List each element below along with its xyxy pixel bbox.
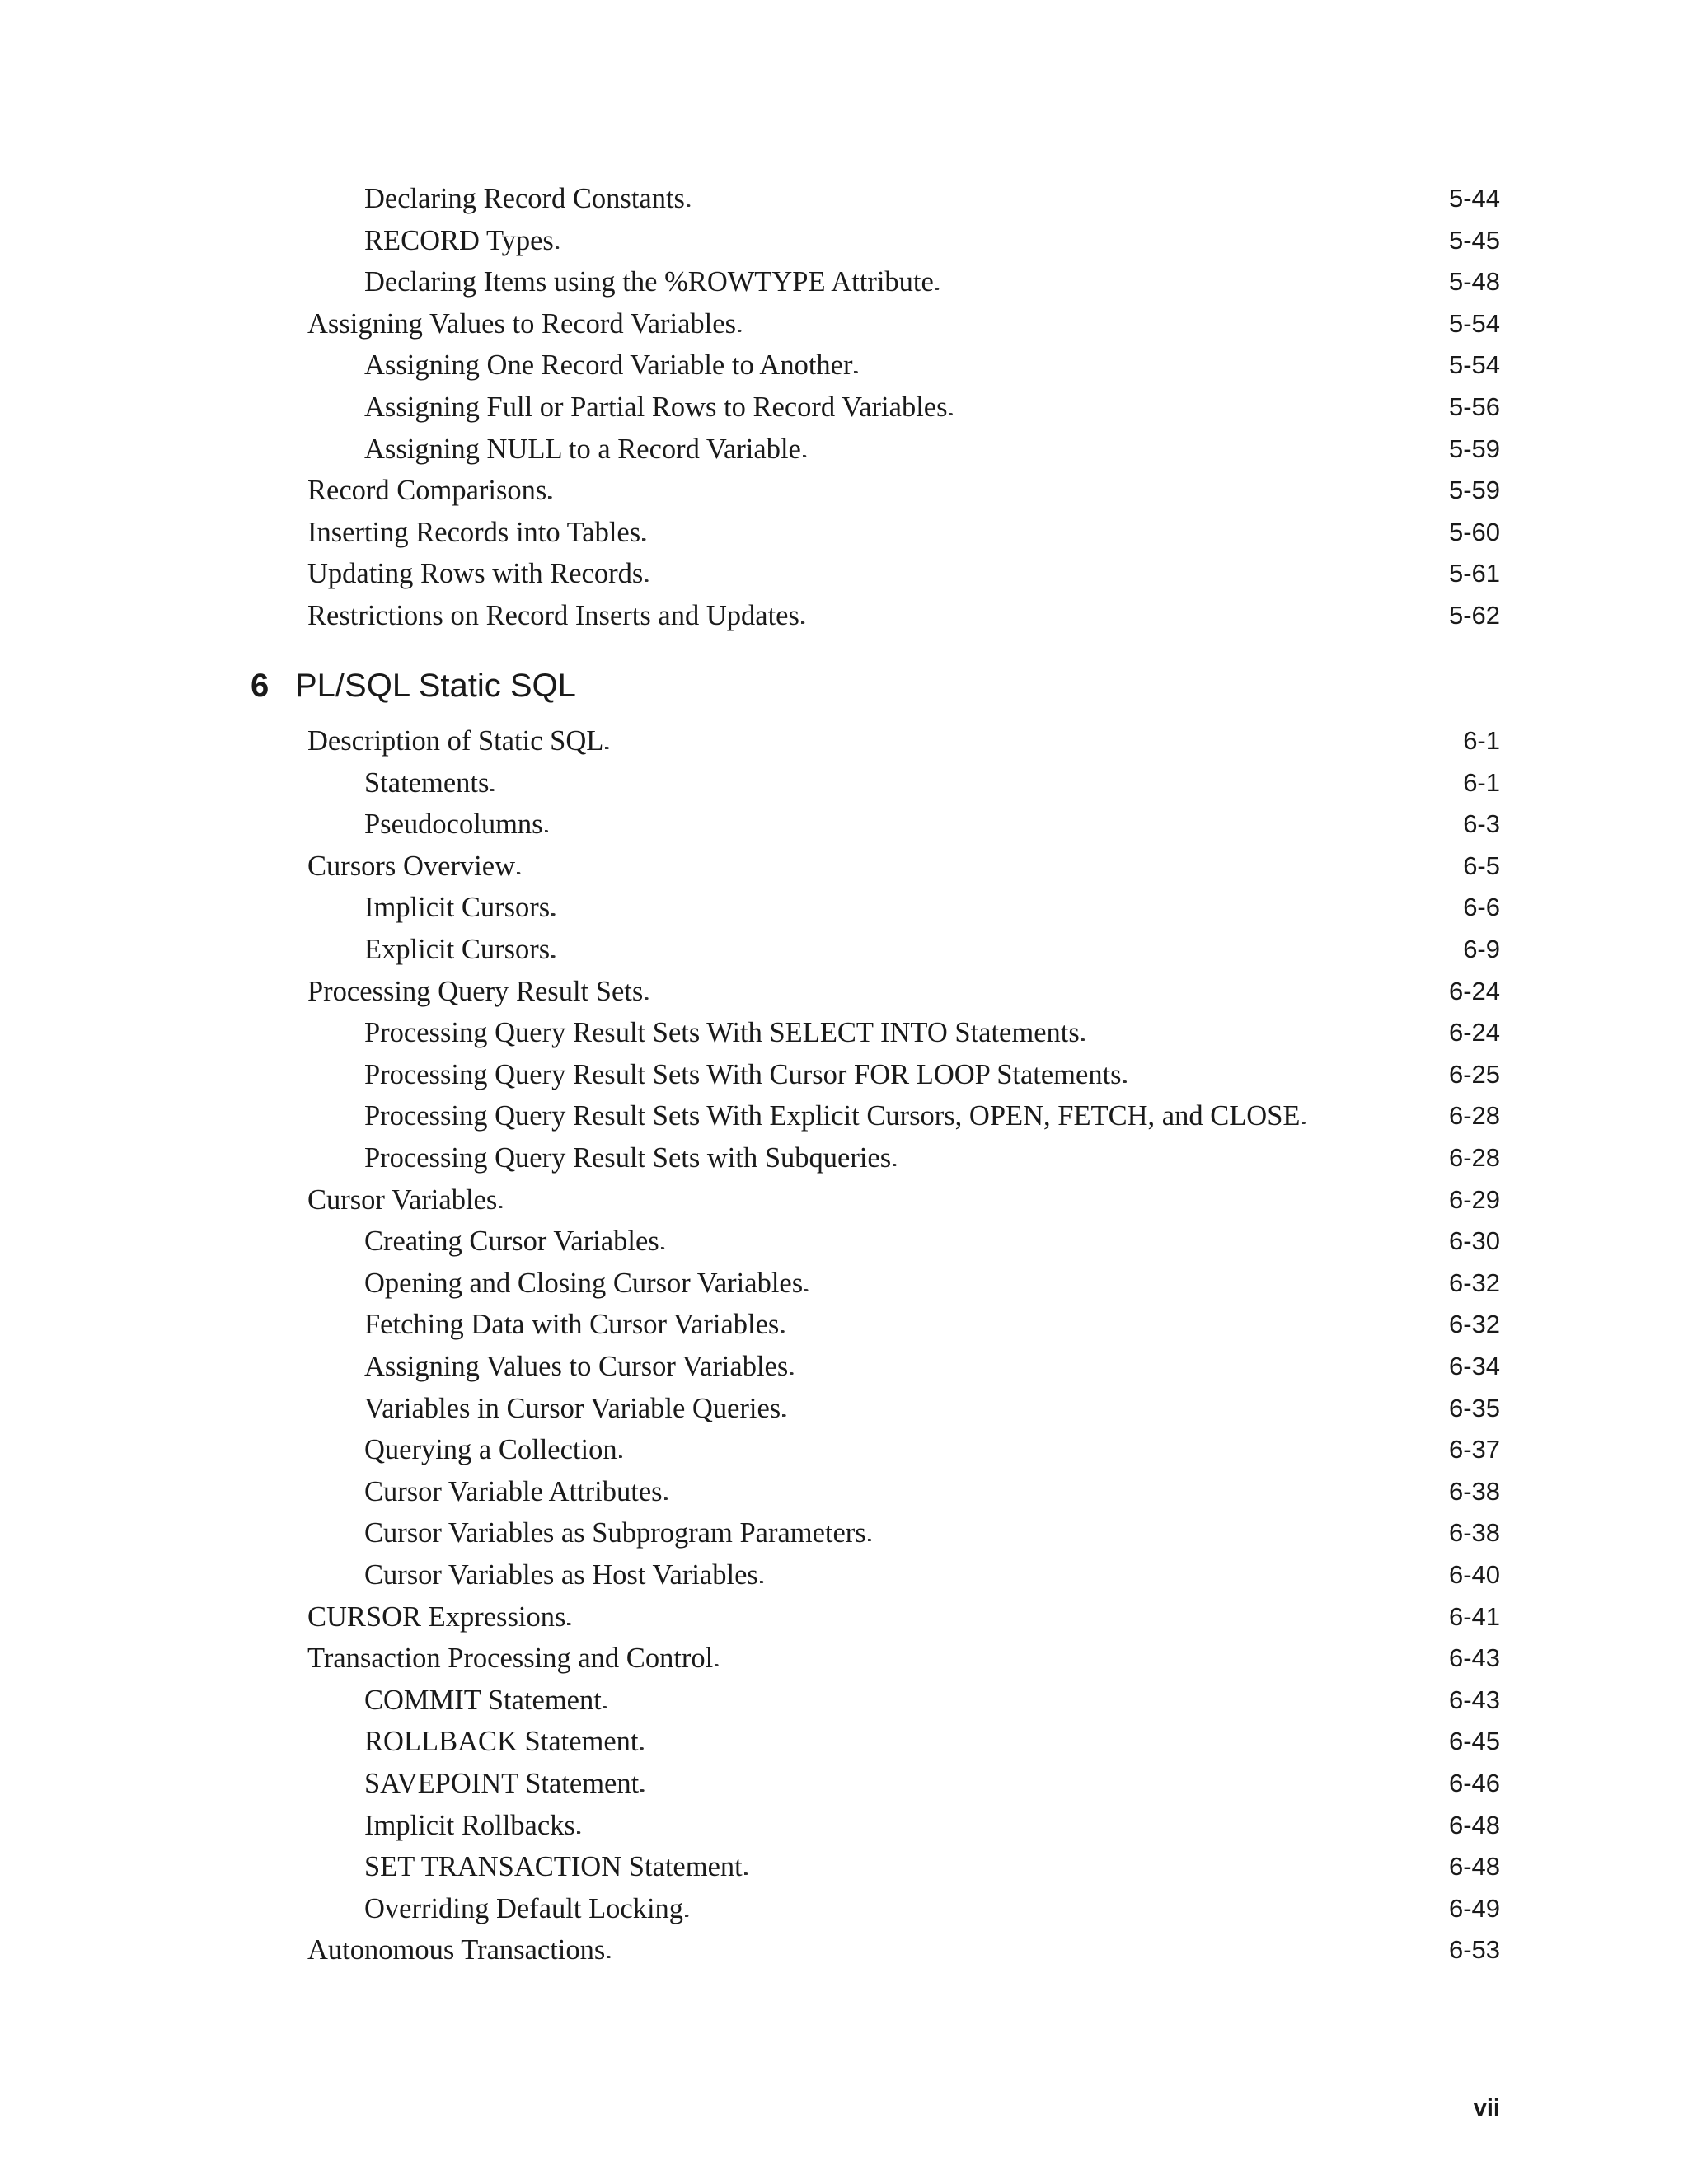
toc-entry-page: 6-34 — [1448, 1352, 1500, 1380]
dot-leader — [551, 887, 1451, 928]
toc-entry-title: Pseudocolumns — [364, 808, 543, 841]
toc-entry-page: 6-28 — [1448, 1143, 1500, 1172]
toc-entry[interactable] — [364, 1429, 1500, 1470]
dot-leader — [935, 261, 1437, 302]
toc-entry-page: 6-40 — [1448, 1560, 1500, 1589]
toc-entry-title: Inserting Records into Tables — [307, 516, 641, 548]
toc-entry-page: 6-30 — [1448, 1226, 1500, 1256]
dot-leader — [640, 1763, 1437, 1804]
dot-leader — [950, 387, 1437, 428]
toc-entry[interactable] — [364, 220, 1500, 261]
toc-entry-page: 5-54 — [1448, 308, 1500, 338]
toc-entry[interactable] — [364, 1137, 1500, 1179]
toc-entry-page: 6-1 — [1463, 767, 1500, 797]
toc-entry[interactable] — [307, 971, 1500, 1012]
dot-leader — [605, 720, 1451, 762]
toc-entry[interactable] — [307, 1596, 1500, 1638]
dot-leader — [664, 1471, 1437, 1512]
dot-leader — [685, 1888, 1437, 1929]
toc-entry-page: 6-43 — [1448, 1685, 1500, 1714]
toc-entry[interactable] — [364, 1554, 1500, 1596]
dot-leader — [1302, 1095, 1437, 1137]
toc-entry[interactable] — [364, 1221, 1500, 1262]
toc-entry-page: 6-38 — [1448, 1476, 1500, 1506]
toc-entry[interactable] — [364, 804, 1500, 845]
toc-entry-page: 6-32 — [1448, 1310, 1500, 1339]
toc-entry-title: Opening and Closing Cursor Variables — [364, 1267, 804, 1299]
toc-entry-title: SAVEPOINT Statement — [364, 1768, 640, 1799]
dot-leader — [499, 1179, 1437, 1221]
toc-entry-title: Cursors Overview — [307, 850, 515, 882]
toc-entry-title: Assigning Full or Partial Rows to Record Variables — [364, 391, 948, 423]
toc-entry[interactable] — [364, 1680, 1500, 1721]
chapter-title: PL/SQL Static SQL — [295, 668, 576, 704]
toc-entry-title: Processing Query Result Sets With Cursor FOR LOOP Statements — [364, 1058, 1122, 1090]
toc-entry-page: 5-61 — [1448, 559, 1500, 588]
toc-entry-title: Transaction Processing and Control — [307, 1643, 714, 1675]
toc-entry[interactable] — [364, 1388, 1500, 1429]
toc-entry-title: CURSOR Expressions — [307, 1601, 566, 1633]
toc-entry-page: 5-54 — [1448, 350, 1500, 380]
toc-entry-title: Assigning Values to Record Variables — [307, 307, 736, 340]
toc-entry-page: 6-46 — [1448, 1769, 1500, 1797]
toc-entry-page: 6-35 — [1448, 1393, 1500, 1422]
toc-entry-page: 6-3 — [1463, 809, 1500, 839]
dot-leader — [640, 1721, 1437, 1762]
toc-entry-page: 6-37 — [1448, 1435, 1500, 1465]
toc-entry-page: 6-53 — [1448, 1935, 1500, 1965]
toc-entry-title: COMMIT Statement — [364, 1684, 602, 1716]
dot-leader — [1081, 1012, 1437, 1053]
toc-entry-title: Assigning NULL to a Record Variable — [364, 433, 801, 465]
toc-entry-page: 5-62 — [1448, 601, 1500, 630]
toc-entry-title: Overriding Default Locking — [364, 1892, 684, 1924]
toc-entry-title: Assigning Values to Cursor Variables — [364, 1351, 789, 1382]
toc-entry[interactable] — [364, 387, 1500, 428]
dot-leader — [854, 344, 1437, 386]
dot-leader — [790, 1346, 1437, 1387]
dot-leader — [567, 1596, 1437, 1638]
toc-entry-title: Processing Query Result Sets — [307, 975, 644, 1007]
toc-entry-page: 6-41 — [1448, 1601, 1500, 1631]
toc-entry-title: Description of Static SQL — [307, 725, 604, 757]
toc-entry-page: 6-48 — [1448, 1852, 1500, 1882]
toc-entry-page: 6-1 — [1463, 726, 1500, 755]
toc-entry-title: Updating Rows with Records — [307, 558, 644, 590]
dot-leader — [551, 929, 1451, 970]
toc-entry[interactable] — [307, 512, 1500, 553]
dot-leader — [490, 762, 1451, 804]
toc-entry-page: 6-48 — [1448, 1810, 1500, 1840]
toc-entry-page: 6-6 — [1463, 893, 1500, 922]
toc-entry-title: Declaring Record Constants — [364, 183, 685, 214]
toc-entry[interactable] — [364, 1888, 1500, 1929]
toc-entry-page: 6-29 — [1448, 1184, 1500, 1214]
toc-entry-page: 6-9 — [1463, 935, 1500, 963]
toc-entry[interactable] — [364, 1263, 1500, 1304]
dot-leader — [803, 429, 1437, 470]
toc-entry-title: Implicit Cursors — [364, 892, 551, 924]
toc-entry-page: 6-28 — [1448, 1101, 1500, 1131]
toc-entry[interactable] — [364, 1805, 1500, 1846]
toc-entry[interactable] — [364, 344, 1500, 386]
dot-leader — [744, 1846, 1437, 1887]
dot-leader — [556, 220, 1437, 261]
toc-entry-title: Processing Query Result Sets With SELECT INTO Statements — [364, 1017, 1080, 1049]
toc-entry[interactable] — [307, 1179, 1500, 1221]
toc-entry[interactable] — [364, 1054, 1500, 1095]
toc-entry-title: Cursor Variable Attributes — [364, 1475, 663, 1507]
toc-entry-title: Variables in Cursor Variable Queries — [364, 1392, 781, 1424]
toc-entry-title: Processing Query Result Sets with Subqueries — [364, 1142, 892, 1174]
toc-entry-title: Explicit Cursors — [364, 934, 551, 965]
toc-entry[interactable] — [364, 929, 1500, 970]
toc-entry-page: 5-48 — [1448, 267, 1500, 297]
toc-entry-title: ROLLBACK Statement — [364, 1726, 639, 1758]
dot-leader — [548, 470, 1437, 511]
toc-entry[interactable] — [364, 762, 1500, 804]
toc-entry-page: 6-45 — [1448, 1727, 1500, 1756]
dot-leader — [607, 1929, 1437, 1971]
page-number: vii — [1473, 2095, 1500, 2121]
toc-entry[interactable] — [364, 1721, 1500, 1762]
dot-leader — [619, 1429, 1437, 1470]
toc-entry-page: 5-59 — [1448, 476, 1500, 505]
dot-leader — [603, 1680, 1437, 1721]
toc-entry-title: Autonomous Transactions — [307, 1934, 606, 1966]
dot-leader — [1123, 1054, 1437, 1095]
toc-entry-page: 5-45 — [1448, 225, 1500, 255]
toc-entry-title: Processing Query Result Sets With Explicit Cursors, OPEN, FETCH, and CLOSE — [364, 1100, 1301, 1132]
toc-entry[interactable] — [307, 303, 1500, 344]
toc-entry-page: 6-43 — [1448, 1643, 1500, 1673]
toc-entry-title: Querying a Collection — [364, 1434, 617, 1466]
dot-leader — [517, 846, 1451, 887]
toc-entry-title: Restrictions on Record Inserts and Updates — [307, 600, 799, 631]
toc-entry-title: Creating Cursor Variables — [364, 1226, 659, 1258]
dot-leader — [801, 595, 1437, 636]
toc-entry[interactable] — [364, 1763, 1500, 1804]
dot-leader — [577, 1805, 1437, 1846]
dot-leader — [645, 971, 1437, 1012]
toc-entry-title: Cursor Variables — [307, 1183, 498, 1216]
toc-entry-page: 5-60 — [1448, 517, 1500, 546]
toc-entry-page: 6-25 — [1448, 1059, 1500, 1089]
toc-entry[interactable] — [307, 470, 1500, 511]
dot-leader — [868, 1512, 1437, 1554]
toc-entry-page: 6-32 — [1448, 1268, 1500, 1297]
toc-entry-page: 6-24 — [1448, 1018, 1500, 1047]
toc-entry[interactable] — [307, 720, 1500, 762]
toc-entry[interactable] — [307, 595, 1500, 636]
toc-entry[interactable] — [307, 1638, 1500, 1679]
dot-leader — [661, 1221, 1437, 1262]
toc-entry-page: 5-44 — [1448, 184, 1500, 213]
dot-leader — [738, 303, 1437, 344]
toc-entry-title: Fetching Data with Cursor Variables — [364, 1309, 780, 1341]
toc-entry[interactable] — [364, 429, 1500, 470]
dot-leader — [893, 1137, 1437, 1179]
toc-entry[interactable] — [364, 261, 1500, 302]
dot-leader — [645, 553, 1437, 594]
toc-entry-page: 6-24 — [1448, 976, 1500, 1005]
toc-entry-title: Cursor Variables as Subprogram Parameters — [364, 1517, 866, 1549]
toc-entry[interactable] — [364, 1095, 1500, 1137]
chapter-number: 6 — [251, 668, 270, 704]
toc-entry-page: 5-56 — [1448, 392, 1500, 421]
dot-leader — [781, 1304, 1437, 1345]
toc-entry-title: RECORD Types — [364, 224, 554, 256]
chapter-heading — [251, 668, 576, 714]
dot-leader — [804, 1263, 1437, 1304]
toc-entry[interactable] — [307, 553, 1500, 594]
dot-leader — [715, 1638, 1437, 1679]
toc-entry[interactable] — [364, 1012, 1500, 1053]
toc-entry[interactable] — [364, 1512, 1500, 1554]
toc-entry-page: 5-59 — [1448, 434, 1500, 463]
dot-leader — [642, 512, 1437, 553]
toc-entry[interactable] — [364, 887, 1500, 928]
dot-leader — [545, 804, 1452, 845]
toc-entry[interactable] — [364, 1346, 1500, 1387]
toc-entry-title: Implicit Rollbacks — [364, 1809, 575, 1841]
toc-entry-page: 6-38 — [1448, 1518, 1500, 1548]
toc-entry-title: Record Comparisons — [307, 475, 547, 507]
toc-entry[interactable] — [307, 1929, 1500, 1971]
toc-entry-title: SET TRANSACTION Statement — [364, 1851, 743, 1883]
toc-entry[interactable] — [364, 1846, 1500, 1887]
toc-entry-title: Assigning One Record Variable to Another — [364, 349, 853, 382]
toc-entry[interactable] — [364, 1471, 1500, 1512]
toc-entry-title: Declaring Items using the %ROWTYPE Attribute — [364, 266, 934, 298]
toc-entry-page: 6-49 — [1448, 1893, 1500, 1923]
dot-leader — [687, 178, 1437, 219]
dot-leader — [760, 1554, 1437, 1596]
toc-entry-title: Statements — [364, 766, 490, 799]
toc-entry-title: Cursor Variables as Host Variables — [364, 1559, 758, 1591]
toc-entry[interactable] — [307, 846, 1500, 887]
dot-leader — [782, 1388, 1437, 1429]
toc-entry-page: 6-5 — [1463, 851, 1500, 880]
toc-entry[interactable] — [364, 178, 1500, 219]
toc-entry[interactable] — [364, 1304, 1500, 1345]
